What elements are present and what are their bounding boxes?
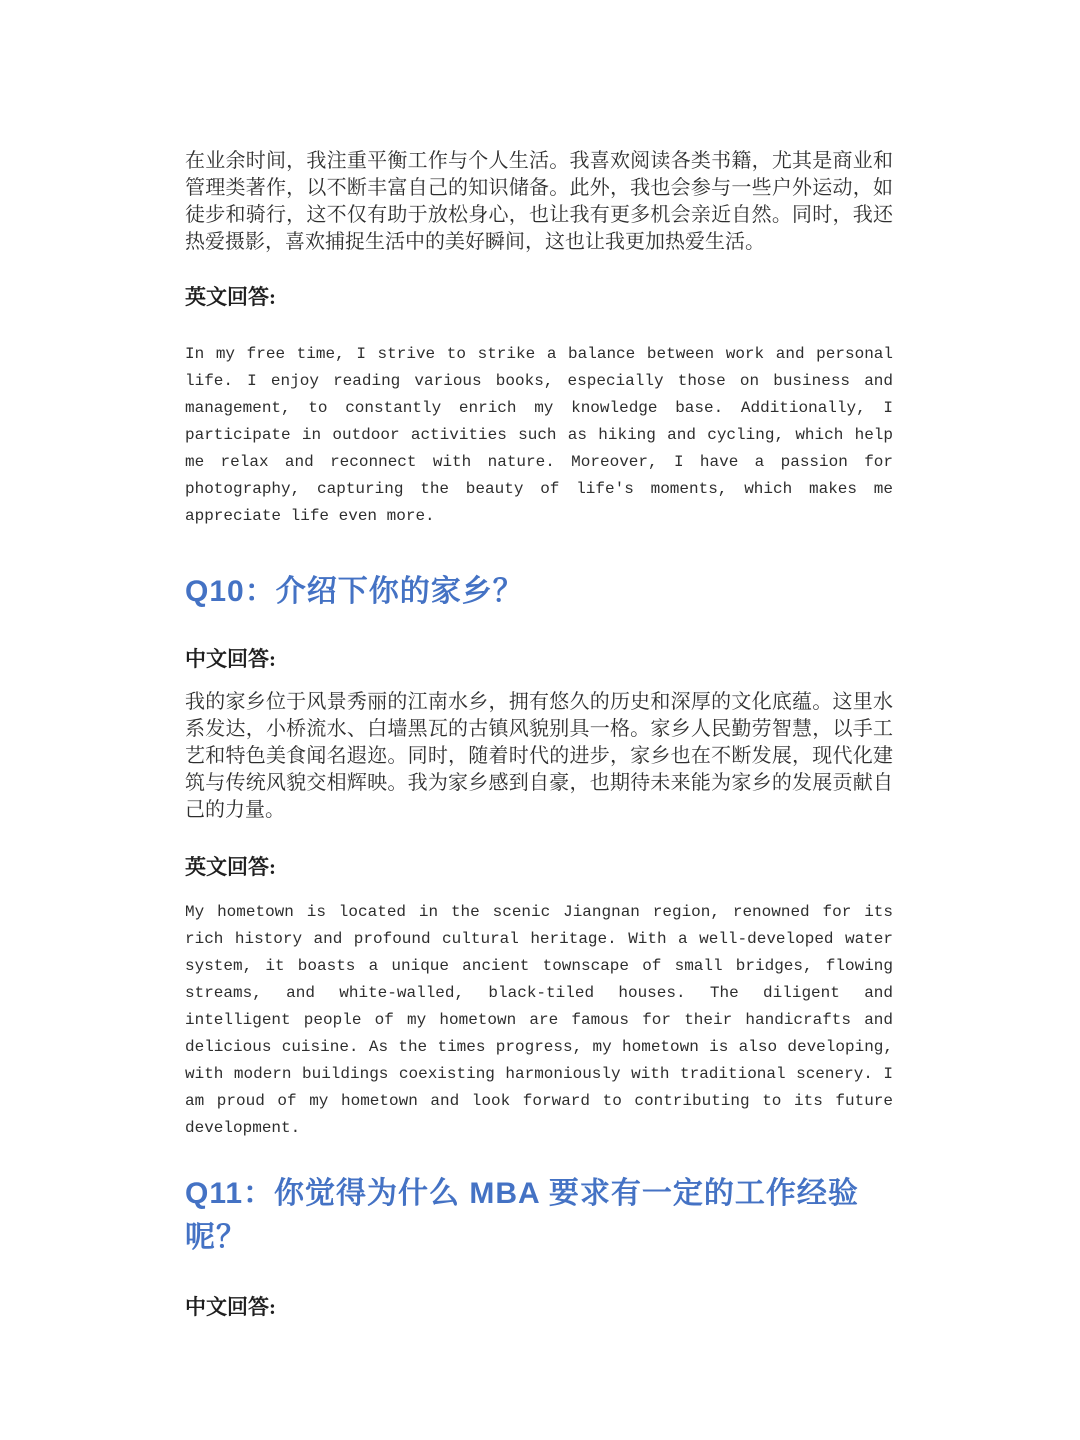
q9-english-answer-label: 英文回答: [185,285,276,309]
q10-chinese-answer-label: 中文回答: [185,647,276,671]
q10-english-answer-label: 英文回答: [185,855,276,879]
q9-chinese-answer-paragraph: 在业余时间，我注重平衡工作与个人生活。我喜欢阅读各类书籍，尤其是商业和管理类著作，以不断丰富自己的知识储备。此外，我也会参与一些户外运动，如徒步和骑行，这不仅有助于放松身心，也让我有更多机会亲近自然。同时，我还热爱摄影，喜欢捕捉生活中的美好瞬间，这也让我更加热爱生活。 [185,150,893,253]
q10-english-answer-paragraph: My hometown is located in the scenic Jiangnan region, renowned for its rich history and profound cultural heritage. With a well-developed water system, it boasts a unique ancient townscape of small bridges, flowing streams, and white-walled, black-tiled houses. The diligent and intelligent people of my hometown are famous for their handicrafts and delicious cuisine. As the times progress, my hometown is also developing, with modern buildings coexisting harmoniously with traditional scenery. I am proud of my hometown and look forward to contributing to its future development. [185,903,893,1137]
q11-chinese-answer-label: 中文回答: [185,1295,276,1319]
q9-english-answer-paragraph: In my free time, I strive to strike a balance between work and personal life. I enjoy reading various books, especially those on business and management, to constantly enrich my knowledge base. Additionally, I participate in outdoor activities such as hiking and cycling, which help me relax and reconnect with nature. Moreover, I have a passion for photography, capturing the beauty of life's moments, which makes me appreciate life even more. [185,345,893,525]
question-heading-q11: Q11：你觉得为什么 MBA 要求有一定的工作经验呢？ [185,1177,859,1254]
q10-chinese-answer-paragraph: 我的家乡位于风景秀丽的江南水乡，拥有悠久的历史和深厚的文化底蕴。这里水系发达，小桥流水、白墙黑瓦的古镇风貌别具一格。家乡人民勤劳智慧，以手工艺和特色美食闻名遐迩。同时，随着时代的进步，家乡也在不断发展，现代化建筑与传统风貌交相辉映。我为家乡感到自豪，也期待未来能为家乡的发展贡献自己的力量。 [185,691,893,821]
document-content [185,148,893,1321]
question-heading-q10: Q10：介绍下你的家乡？ [185,575,524,608]
